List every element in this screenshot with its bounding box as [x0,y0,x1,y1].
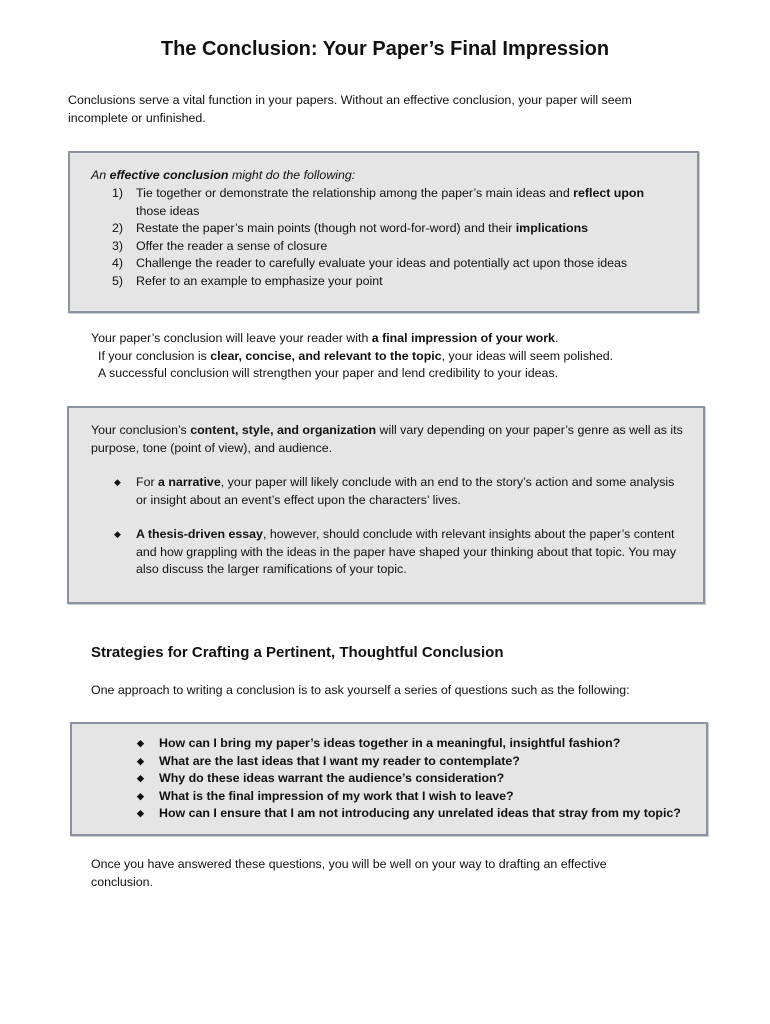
effective-conclusion-heading: An effective conclusion might do the following: [91,168,356,182]
questions-list [137,735,697,823]
intro-paragraph: Conclusions serve a vital function in your papers. Without an effective conclusion, your paper will seem incomplete or unfinished. [68,93,632,125]
bullet-icon: ◆ [114,529,121,539]
final-impression-paragraph: Your paper’s conclusion will leave your reader with a final impression of your work. If your conclusion is clear, concise, and relevant to the topic, your ideas will seem polished. A successful conclusion will strengthen your paper and lend credibility to your ideas. [91,331,614,380]
narrative-bullet: ◆ For a narrative, your paper will likely conclude with an end to the story’s action and some analysis or insight about an event’s effect upon the characters’ lives. [114,474,684,509]
question-item: ◆ What is the final impression of my work that I wish to leave? [137,788,697,806]
bullet-icon: ◆ [137,808,144,818]
question-item: ◆ What are the last ideas that I want my reader to contemplate? [137,753,697,771]
list-item: 5) Refer to an example to emphasize your point [112,273,383,288]
bullet-icon: ◆ [137,790,144,801]
question-item: ◆ How can I ensure that I am not introducing any unrelated ideas that stray from my topic? [137,805,697,823]
question-item: ◆ Why do these ideas warrant the audience’s consideration? [137,770,697,788]
content-style-paragraph: Your conclusion’s content, style, and organization will vary depending on your paper’s genre as well as its purpose, tone (point of view), and audience. [91,423,683,455]
bullet-icon: ◆ [137,773,144,783]
bullet-icon: ◆ [137,755,144,766]
page-title: The Conclusion: Your Paper’s Final Impression [160,38,610,60]
list-item: 2) Restate the paper’s main points (though not word-for-word) and their implications [112,221,589,235]
effective-conclusion-list [112,185,672,290]
bullet-icon: ◆ [114,477,121,487]
thesis-essay-bullet: ◆ A thesis-driven essay, however, should conclude with relevant insights about the paper’s content and how grappling with the ideas in the paper have shaped your thinking about that topic. You may also discuss the larger ramifications of your topic. [114,526,684,579]
list-item: 3) Offer the reader a sense of closure [112,238,328,253]
strategies-heading: Strategies for Crafting a Pertinent, Thoughtful Conclusion [91,644,504,661]
approach-paragraph: One approach to writing a conclusion is to ask yourself a series of questions such as the following: [91,683,630,697]
question-item: ◆ How can I bring my paper’s ideas together in a meaningful, insightful fashion? [137,735,697,753]
bullet-icon: ◆ [137,738,144,748]
list-item: 4) Challenge the reader to carefully evaluate your ideas and potentially act upon those ideas [112,256,628,270]
closing-paragraph: Once you have answered these questions, you will be well on your way to drafting an effective conclusion. [91,857,607,889]
list-item: 1) Tie together or demonstrate the relationship among the paper’s main ideas and reflect upon those ideas [112,186,645,218]
